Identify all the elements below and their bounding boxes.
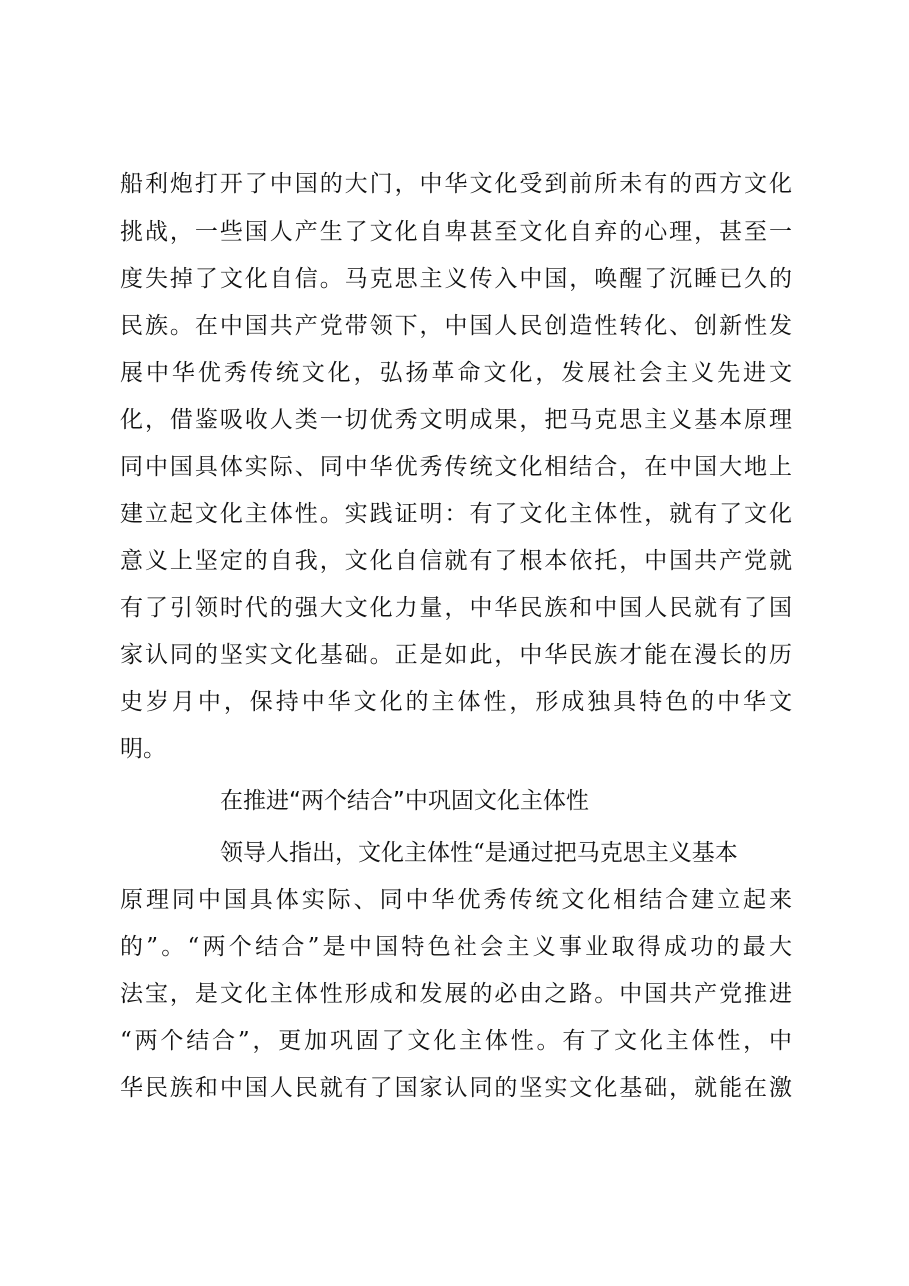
paragraph-line: 同中国具体实际、同中华优秀传统文化相结合，在中国大地上 xyxy=(120,454,792,480)
paragraph-line: 挑战，一些国人产生了文化自卑甚至文化自弃的心理，甚至一 xyxy=(120,219,792,245)
paragraph-line: 展中华优秀传统文化，弘扬革命文化，发展社会主义先进文 xyxy=(120,360,792,386)
paragraph-line: 法宝，是文化主体性形成和发展的必由之路。中国共产党推进 xyxy=(120,981,792,1007)
paragraph-line: 意义上坚定的自我，文化自信就有了根本依托，中国共产党就 xyxy=(120,548,792,574)
paragraph-line: 度失掉了文化自信。马克思主义传入中国，唤醒了沉睡已久的 xyxy=(120,266,792,292)
paragraph-line: 史岁月中，保持中华文化的主体性，形成独具特色的中华文 xyxy=(120,689,792,715)
paragraph-line: 建立起文化主体性。实践证明：有了文化主体性，就有了文化 xyxy=(120,501,792,527)
paragraph-line: 华民族和中国人民就有了国家认同的坚实文化基础，就能在激 xyxy=(120,1075,792,1101)
paragraph-line: 民族。在中国共产党带领下，中国人民创造性转化、创新性发 xyxy=(120,313,792,339)
paragraph-line: 船利炮打开了中国的大门，中华文化受到前所未有的西方文化 xyxy=(120,171,792,197)
paragraph-line: 化，借鉴吸收人类一切优秀文明成果，把马克思主义基本原理 xyxy=(120,407,792,433)
paragraph-line: 领导人指出，文化主体性“是通过把马克思主义基本 xyxy=(220,840,738,866)
paragraph-line: 原理同中国具体实际、同中华优秀传统文化相结合建立起来 xyxy=(120,887,792,913)
paragraph-line: 明。 xyxy=(120,736,166,762)
section-heading: 在推进“两个结合”中巩固文化主体性 xyxy=(220,788,589,814)
paragraph-line: 有了引领时代的强大文化力量，中华民族和中国人民就有了国 xyxy=(120,595,792,621)
paragraph-line: 家认同的坚实文化基础。正是如此，中华民族才能在漫长的历 xyxy=(120,642,792,668)
paragraph-line: 的”。“两个结合”是中国特色社会主义事业取得成功的最大 xyxy=(120,934,792,960)
paragraph-line: “两个结合”，更加巩固了文化主体性。有了文化主体性，中 xyxy=(120,1028,792,1054)
